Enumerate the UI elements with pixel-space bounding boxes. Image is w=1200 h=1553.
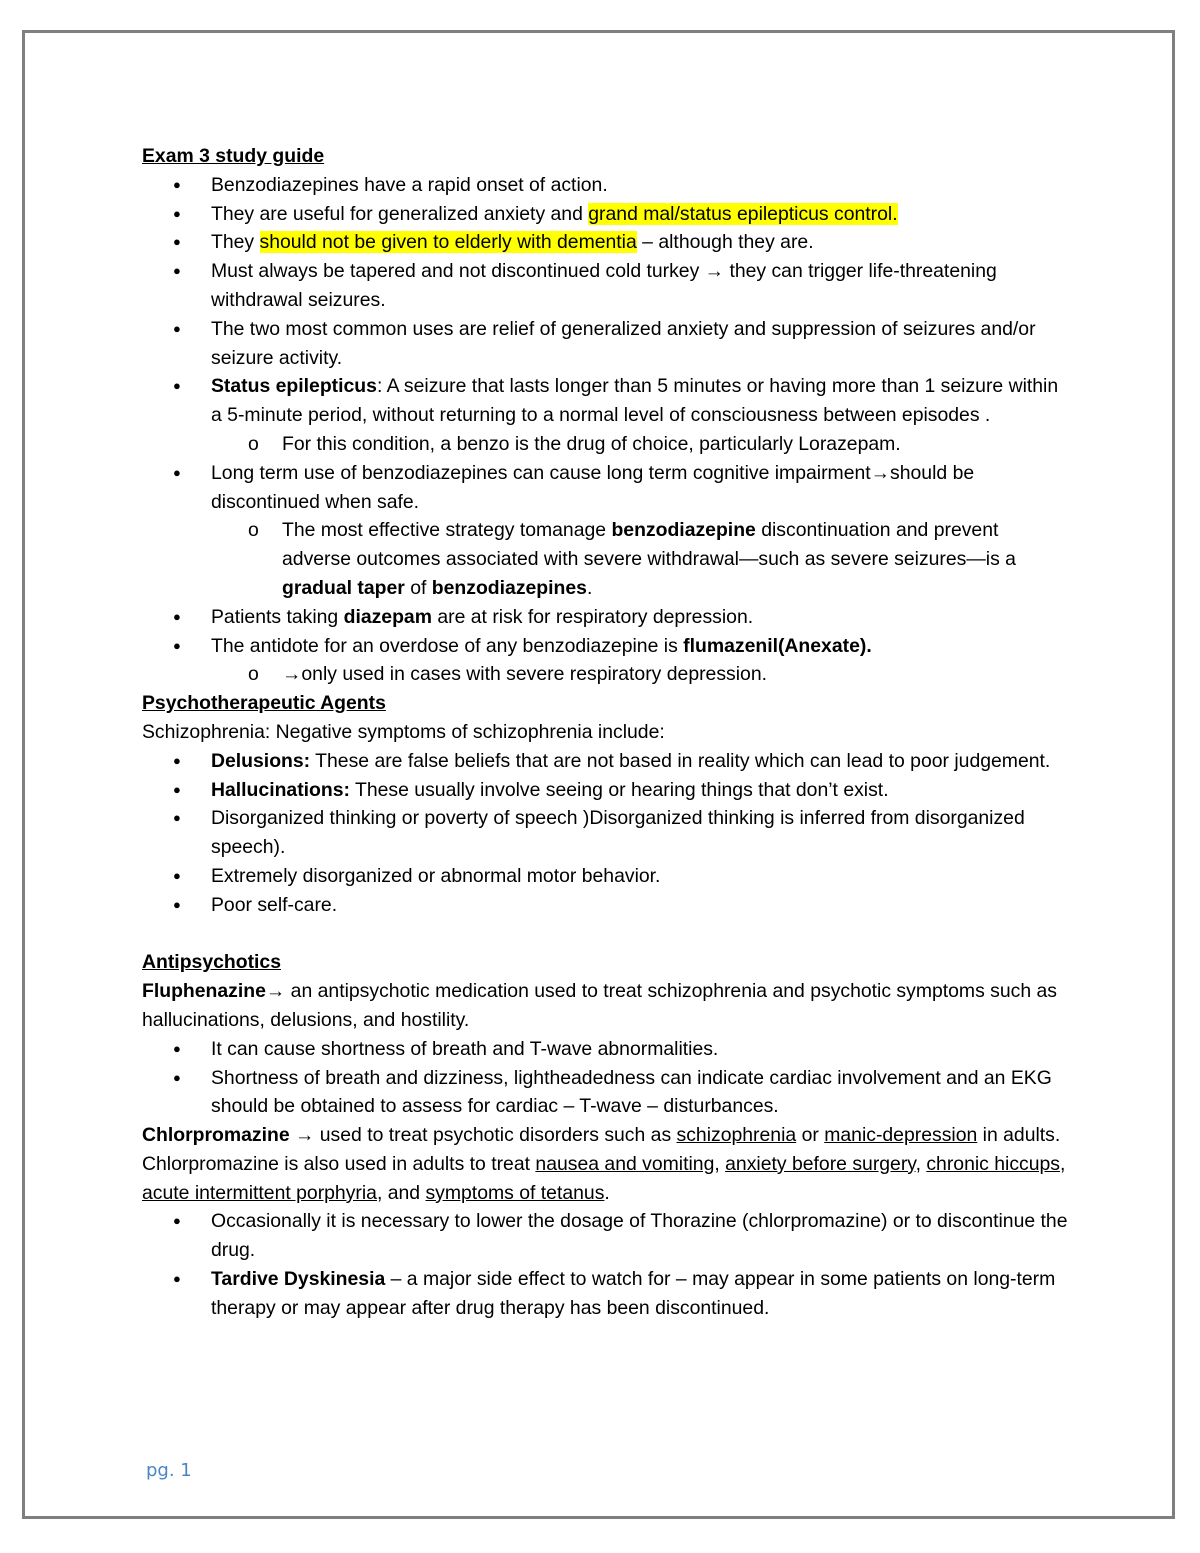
chlorpromazine-list — [142, 1207, 1072, 1322]
list-item: ● Delusions: These are false beliefs that are not based in reality which can lead to poor judgement. — [142, 747, 1072, 776]
heading-psychotherapeutic-agents: Psychotherapeutic Agents — [142, 692, 386, 715]
schizophrenia-symptoms-list — [142, 747, 1072, 920]
list-item: ● Status epilepticus: A seizure that lasts longer than 5 minutes or having more than 1 seizure within a 5-minute period, without returning to a normal level of consciousness between episodes . — [142, 372, 1072, 430]
benzodiazepine-list — [142, 171, 1072, 689]
list-item: ● They should not be given to elderly with dementia – although they are. — [142, 228, 1072, 257]
list-item: ● It can cause shortness of breath and T-wave abnormalities. — [142, 1035, 1072, 1064]
fluphenazine-paragraph: Fluphenazine→ an antipsychotic medication used to treat schizophrenia and psychotic symptoms such as hallucinations, delusions, and hostility. — [142, 980, 1057, 1031]
list-item: ● Must always be tapered and not discontinued cold turkey → they can trigger life-threatening withdrawal seizures. — [142, 257, 1072, 315]
list-item: ● Long term use of benzodiazepines can cause long term cognitive impairment→should be discontinued when safe. — [142, 459, 1072, 517]
list-item: ● They are useful for generalized anxiety and grand mal/status epilepticus control. — [142, 200, 1072, 229]
list-item: ● Patients taking diazepam are at risk for respiratory depression. — [142, 603, 1072, 632]
chlorpromazine-paragraph: Chlorpromazine → used to treat psychotic disorders such as schizophrenia or manic-depression in adults. Chlorpromazine is also used in adults to treat nausea and vomiting, anxiety before surgery, chronic hiccups, acute intermittent porphyria, and symptoms of tetanus. — [142, 1124, 1066, 1204]
heading-exam-study-guide: Exam 3 study guide — [142, 145, 325, 167]
list-item: ● Benzodiazepines have a rapid onset of action. — [142, 171, 1072, 200]
list-item: ● Extremely disorganized or abnormal motor behavior. — [142, 862, 1072, 891]
list-item: ● Poor self-care. — [142, 891, 1072, 920]
list-item: ● Occasionally it is necessary to lower the dosage of Thorazine (chlorpromazine) or to discontinue the drug. — [142, 1207, 1072, 1265]
list-item: ● Tardive Dyskinesia – a major side effect to watch for – may appear in some patients on long-term therapy or may appear after drug therapy has been discontinued. — [142, 1265, 1072, 1323]
list-item: ● Shortness of breath and dizziness, lightheadedness can indicate cardiac involvement and an EKG should be obtained to assess for cardiac – T-wave – disturbances. — [142, 1064, 1072, 1122]
highlight: grand mal/status epilepticus control. — [588, 202, 898, 225]
list-item: ● The antidote for an overdose of any benzodiazepine is flumazenil(Anexate). — [142, 632, 1072, 661]
page-number: pg. 1 — [146, 1460, 192, 1481]
sub-list-item: o For this condition, a benzo is the drug of choice, particularly Lorazepam. — [142, 430, 1072, 459]
highlight: should not be given to elderly with dementia — [259, 231, 637, 254]
list-item: ● The two most common uses are relief of generalized anxiety and suppression of seizures and/or seizure activity. — [142, 315, 1072, 373]
sub-list-item: o →only used in cases with severe respiratory depression. — [142, 660, 1072, 689]
heading-antipsychotics: Antipsychotics — [142, 951, 281, 974]
list-item: ● Hallucinations: These usually involve seeing or hearing things that don’t exist. — [142, 776, 1072, 805]
sub-list-item: o The most effective strategy tomanage benzodiazepine discontinuation and prevent adverse outcomes associated with severe withdrawal—such as severe seizures—is a gradual taper of benzodiazepines. — [142, 516, 1072, 602]
fluphenazine-list — [142, 1035, 1072, 1121]
schizophrenia-intro: Schizophrenia: Negative symptoms of schizophrenia include: — [142, 720, 665, 743]
document-body — [142, 142, 1072, 1323]
spacer — [142, 920, 1072, 949]
list-item: ● Disorganized thinking or poverty of speech )Disorganized thinking is inferred from disorganized speech). — [142, 804, 1072, 862]
